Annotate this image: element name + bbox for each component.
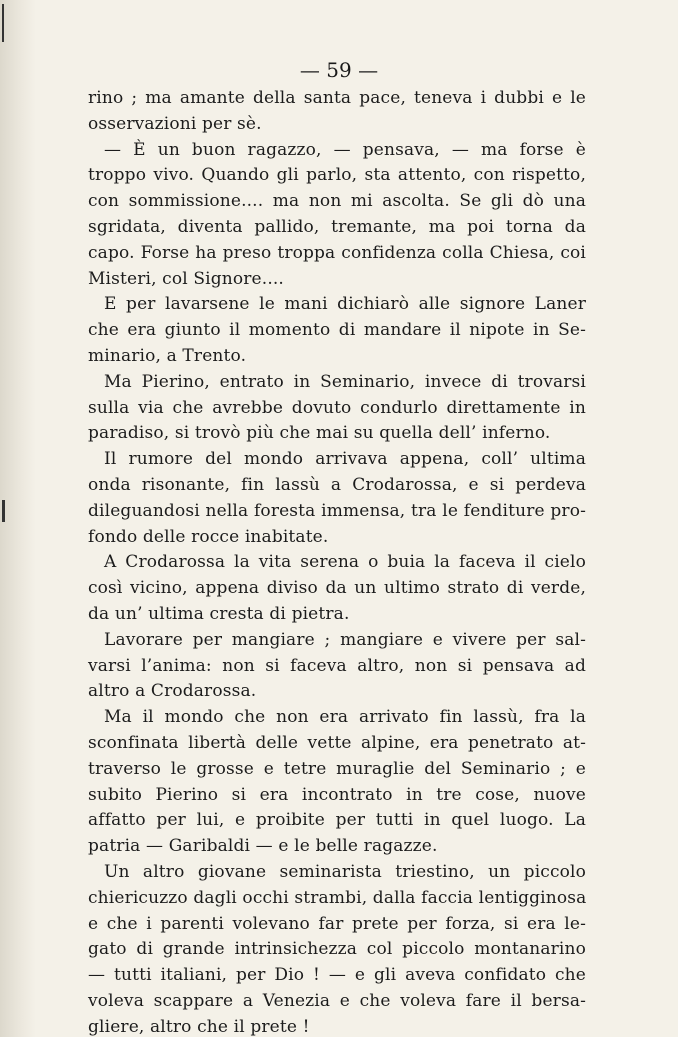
gutter-mark <box>2 500 5 522</box>
text-line: così vicino, appena diviso da un ultimo strato di verde, <box>88 578 586 599</box>
text-line: Un altro giovane seminarista triestino, un piccolo <box>104 861 586 882</box>
text-line: Misteri, col Signore.... <box>88 268 284 289</box>
text-line: Il rumore del mondo arrivava appena, coll’ ultima <box>104 449 586 470</box>
text-line: onda risonante, fin lassù a Crodarossa, e si perdeva <box>88 474 586 495</box>
text-line: osservazioni per sè. <box>88 113 262 134</box>
text-line: Lavorare per mangiare ; mangiare e vivere per sal- <box>104 629 586 650</box>
text-line: con sommissione.... ma non mi ascolta. Se gli dò una <box>88 191 586 212</box>
text-line: e che i parenti volevano far prete per forza, si era le- <box>88 913 586 934</box>
text-line: capo. Forse ha preso troppa confidenza colla Chiesa, coi <box>88 242 586 263</box>
text-line: varsi l’anima: non si faceva altro, non si pensava ad <box>88 655 586 676</box>
text-line: voleva scappare a Venezia e che voleva fare il bersa- <box>88 990 586 1011</box>
text-line: fondo delle rocce inabitate. <box>88 526 329 547</box>
text-line: gliere, altro che il prete ! <box>88 1016 310 1037</box>
text-line: Ma il mondo che non era arrivato fin lassù, fra la <box>104 707 586 728</box>
text-line: paradiso, si trovò più che mai su quella dell’ inferno. <box>88 423 551 444</box>
text-line: sgridata, diventa pallido, tremante, ma poi torna da <box>88 216 586 237</box>
text-line: patria — Garibaldi — e le belle ragazze. <box>88 836 438 857</box>
text-line: A Crodarossa la vita serena o buia la faceva il cielo <box>104 552 586 573</box>
text-line: affatto per lui, e proibite per tutti in quel luogo. La <box>88 810 586 831</box>
text-line: — tutti italiani, per Dio ! — e gli aveva confidato che <box>88 965 586 986</box>
text-line: — È un buon ragazzo, — pensava, — ma forse è <box>104 139 586 160</box>
text-line: da un’ ultima cresta di pietra. <box>88 603 350 624</box>
text-line: chiericuzzo dagli occhi strambi, dalla faccia lentigginosa <box>88 887 587 908</box>
text-line: Ma Pierino, entrato in Seminario, invece di trovarsi <box>104 371 586 392</box>
body-text <box>88 86 586 1037</box>
text-line: dileguandosi nella foresta immensa, tra le fenditure pro- <box>88 500 586 521</box>
text-line: E per lavarsene le mani dichiarò alle signore Laner <box>104 294 586 315</box>
text-line: gato di grande intrinsichezza col piccolo montanarino <box>88 939 586 960</box>
text-line: sulla via che avrebbe dovuto condurlo direttamente in <box>88 397 586 418</box>
text-line: minario, a Trento. <box>88 345 247 366</box>
text-line: traverso le grosse e tetre muraglie del Seminario ; e <box>88 758 586 779</box>
text-line: che era giunto il momento di mandare il nipote in Se- <box>88 320 586 341</box>
text-line: sconfinata libertà delle vette alpine, era penetrato at- <box>88 732 586 753</box>
text-line: subito Pierino si era incontrato in tre cose, nuove <box>88 784 586 805</box>
page-number: — 59 — <box>299 58 379 82</box>
text-line: rino ; ma amante della santa pace, teneva i dubbi e le <box>88 88 586 108</box>
text-line: troppo vivo. Quando gli parlo, sta attento, con rispetto, <box>88 165 586 186</box>
text-line: altro a Crodarossa. <box>88 681 257 702</box>
gutter-mark <box>2 4 4 42</box>
page-gutter-shadow <box>0 0 36 1037</box>
